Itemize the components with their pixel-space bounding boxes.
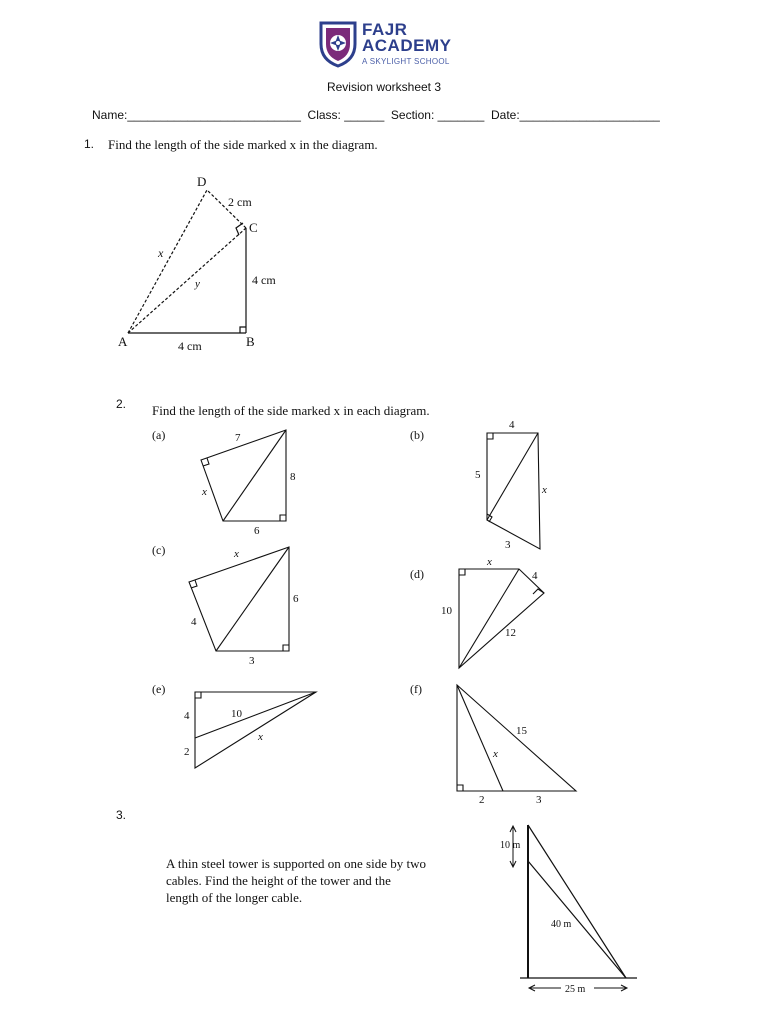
q2b-label-5: 5 xyxy=(475,469,481,481)
q1-label-d: D xyxy=(197,174,207,189)
q1-label-x: x xyxy=(158,246,164,260)
question-1-text: Find the length of the side marked x in the diagram. xyxy=(108,137,378,152)
q2b-label-x: x xyxy=(542,484,547,496)
q2c-label-x: x xyxy=(234,548,239,560)
q1-label-a: A xyxy=(118,334,128,349)
q2b-label-3: 3 xyxy=(505,539,511,551)
q2f-label-2: 2 xyxy=(479,794,485,806)
q2a-tag: (a) xyxy=(152,428,166,442)
question-2-text: Find the length of the side marked x in each diagram. xyxy=(152,403,430,418)
q3-label-10m: 10 m xyxy=(500,840,521,851)
q2e-label-x: x xyxy=(258,731,263,743)
student-info-line: Name:__________________________ Class: ______ Section: _______ Date:_____________________ xyxy=(92,108,660,122)
q2a-label-6: 6 xyxy=(254,525,260,537)
q1-label-cb: 4 cm xyxy=(252,273,276,287)
q2a-label-8: 8 xyxy=(290,471,296,483)
q1-label-y: y xyxy=(195,278,200,290)
q3-label-40m: 40 m xyxy=(551,919,572,930)
q2f-label-15: 15 xyxy=(516,725,527,737)
q2b-tag: (b) xyxy=(410,428,424,442)
question-3-number: 3. xyxy=(116,808,127,822)
question-3-text: A thin steel tower is supported on one side by two cables. Find the height of the tower and the length of the longer cable. xyxy=(166,856,426,905)
q2c-label-4: 4 xyxy=(191,616,197,628)
q2d-label-10: 10 xyxy=(441,605,452,617)
q2d-label-12: 12 xyxy=(505,627,516,639)
q1-diagram xyxy=(110,168,310,358)
q2d-label-4: 4 xyxy=(532,570,538,582)
q2e-label-4: 4 xyxy=(184,710,190,722)
q2e-tag: (e) xyxy=(152,682,166,696)
q2d-tag: (d) xyxy=(410,567,424,581)
q1-label-ab: 4 cm xyxy=(178,339,202,353)
logo-tagline: A SKYLIGHT SCHOOL xyxy=(362,57,450,66)
school-logo-shield xyxy=(318,20,358,68)
q1-label-dc: 2 cm xyxy=(228,195,252,209)
q1-label-b: B xyxy=(246,334,255,349)
q2f-label-3: 3 xyxy=(536,794,542,806)
logo-text-fajr: FAJR xyxy=(362,20,408,39)
q2-diagrams xyxy=(180,420,600,810)
question-1-number: 1. xyxy=(84,137,95,151)
q2d-label-x: x xyxy=(487,556,492,568)
q2f-label-x: x xyxy=(493,748,498,760)
q2a-label-x: x xyxy=(202,486,207,498)
logo-text-academy: ACADEMY xyxy=(362,36,452,55)
q3-tower-diagram xyxy=(495,820,645,1000)
q2e-label-2: 2 xyxy=(184,746,190,758)
q2e-label-10: 10 xyxy=(231,708,242,720)
q2c-label-6: 6 xyxy=(293,593,299,605)
q2b-label-4: 4 xyxy=(509,420,515,431)
q2a-label-7: 7 xyxy=(235,432,241,444)
worksheet-title: Revision worksheet 3 xyxy=(326,80,442,94)
q1-label-c: C xyxy=(249,220,258,235)
q2f-tag: (f) xyxy=(410,682,422,696)
question-2-number: 2. xyxy=(116,397,127,411)
q3-label-25m: 25 m xyxy=(565,984,586,995)
q2c-label-3: 3 xyxy=(249,655,255,667)
q2c-tag: (c) xyxy=(152,543,166,557)
